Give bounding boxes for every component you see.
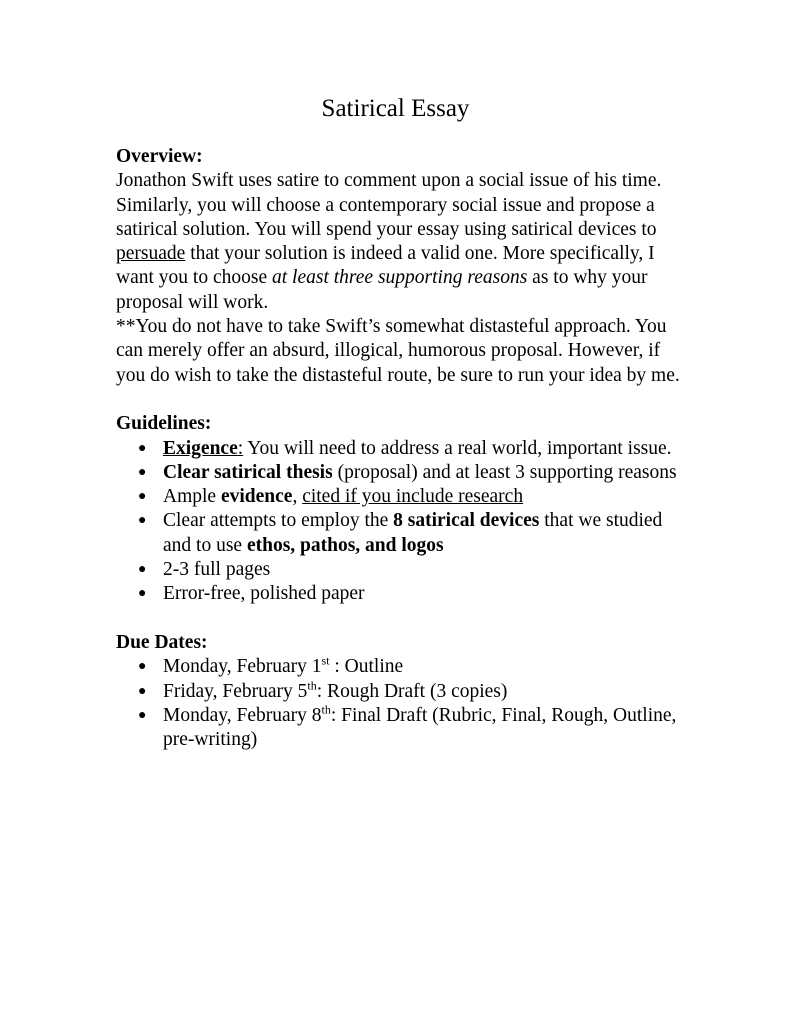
- overview-text-3: as to why your proposal will work.: [116, 267, 648, 313]
- thesis-text: (proposal) and at least 3 supporting reasons: [332, 461, 677, 483]
- due-date-2: Friday, February 5: [163, 680, 308, 702]
- due-dates-list: [116, 655, 691, 752]
- document-body: [116, 145, 691, 752]
- overview-text-1: Jonathon Swift uses satire to comment upon a social issue of his time. Similarly, you will choose a contemporary social issue and propose a satirical solution. You will spend your essay using satirical devices to: [116, 170, 662, 240]
- due-date-3: Monday, February 8: [163, 704, 322, 726]
- bullet-icon: ●: [138, 562, 147, 578]
- overview-italic-text: at least three supporting reasons: [271, 267, 528, 289]
- exigence-colon: :: [237, 437, 244, 459]
- due-date-3-rest: : Final Draft (Rubric, Final, Rough, Outline, pre-writing): [163, 704, 677, 751]
- bullet-icon: ●: [138, 707, 147, 723]
- due-dates-heading: Due Dates:: [116, 631, 208, 653]
- due-date-2-rest: : Rough Draft (3 copies): [316, 680, 508, 702]
- overview-note: **You do not have to take Swift’s somewhat distasteful approach. You can merely offer an absurd, illogical, humorous proposal. However, if you do wish to take the distasteful route, be sure to run your idea by me.: [116, 316, 680, 386]
- list-item: [116, 704, 691, 753]
- bullet-icon: ●: [138, 440, 147, 456]
- bullet-icon: ●: [138, 586, 147, 602]
- guidelines-list: [116, 437, 691, 607]
- length-text: 2-3 full pages: [163, 559, 271, 581]
- guidelines-heading: Guidelines:: [116, 413, 212, 435]
- persuade-word: persuade: [116, 243, 186, 265]
- appeals-label: ethos, pathos, and logos: [246, 534, 444, 556]
- bullet-icon: ●: [138, 513, 147, 529]
- evidence-mid: ,: [292, 486, 303, 508]
- list-item: [116, 437, 691, 461]
- due-date-1: Monday, February 1: [163, 656, 322, 678]
- bullet-icon: ●: [138, 683, 147, 699]
- list-item: [116, 558, 691, 582]
- due-date-2-sup: th: [307, 678, 317, 693]
- overview-heading: Overview:: [116, 146, 203, 167]
- overview-text-2: that your solution is indeed a valid one. More specifically, I want you to choose: [116, 243, 655, 289]
- list-item: [116, 680, 691, 704]
- exigence-label: Exigence: [163, 437, 238, 459]
- devices-mid: that we studied and to use: [163, 510, 663, 556]
- due-date-1-sup: st: [321, 653, 330, 668]
- evidence-pre: Ample: [163, 486, 221, 508]
- list-item: [116, 461, 691, 485]
- evidence-label: evidence: [220, 486, 293, 508]
- list-item: [116, 485, 691, 509]
- list-item: [116, 509, 691, 558]
- bullet-icon: ●: [138, 464, 147, 480]
- due-date-1-rest: : Outline: [329, 656, 404, 678]
- list-item: [116, 582, 691, 606]
- thesis-label: Clear satirical thesis: [163, 461, 333, 483]
- overview-paragraph: [116, 169, 691, 315]
- polish-text: Error-free, polished paper: [163, 583, 365, 605]
- bullet-icon: ●: [138, 489, 147, 505]
- page-title: Satirical Essay: [321, 95, 470, 122]
- bullet-icon: ●: [138, 659, 147, 675]
- devices-pre: Clear attempts to employ the: [163, 510, 394, 532]
- devices-label: 8 satirical devices: [393, 510, 540, 532]
- evidence-cited: cited if you include research: [302, 486, 524, 508]
- list-item: [116, 655, 691, 679]
- due-date-3-sup: th: [321, 702, 331, 717]
- exigence-text: You will need to address a real world, important issue.: [243, 437, 672, 459]
